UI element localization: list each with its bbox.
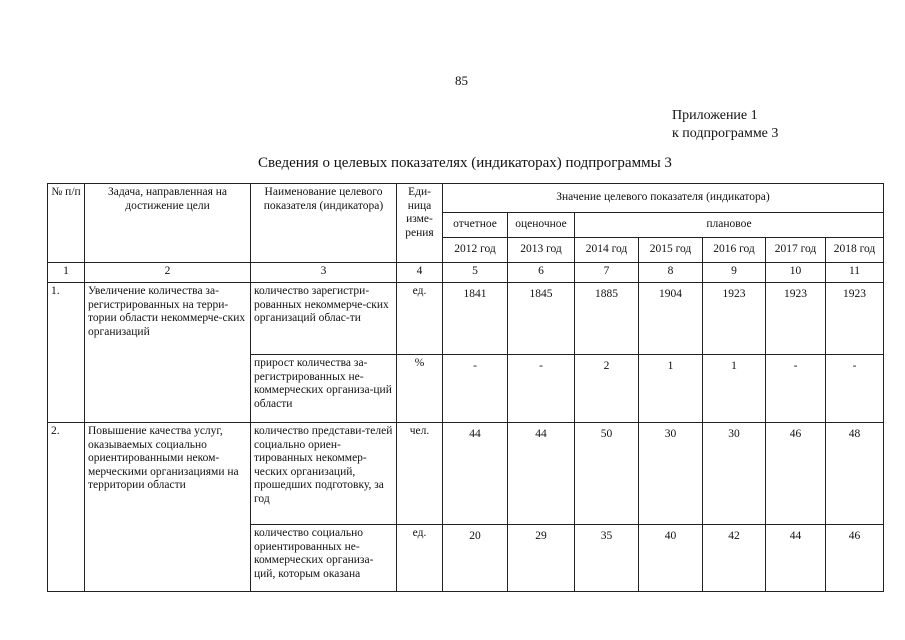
header-year: 2018 год bbox=[826, 238, 884, 263]
value-cell: 30 bbox=[703, 423, 766, 525]
header-value-group: Значение целевого показателя (индикатора) bbox=[443, 184, 884, 213]
header-year: 2013 год bbox=[508, 238, 575, 263]
indicator-name: количество представи-телей социально ориен-тированных некоммер-ческих организаций, прошедших подготовку, за год bbox=[251, 423, 397, 525]
header-task: Задача, направленная на достижение цели bbox=[85, 184, 251, 263]
value-cell: 46 bbox=[826, 525, 884, 592]
value-cell: 1923 bbox=[766, 283, 826, 355]
value-cell: - bbox=[443, 355, 508, 423]
value-cell: 44 bbox=[766, 525, 826, 592]
column-number: 6 bbox=[508, 263, 575, 283]
value-cell: 2 bbox=[575, 355, 639, 423]
header-no: № п/п bbox=[48, 184, 85, 263]
header-year: 2014 год bbox=[575, 238, 639, 263]
task-cell: Повышение качества услуг, оказываемых социально ориентированными неком-мерческими организациями на территории области bbox=[85, 423, 251, 592]
column-number: 4 bbox=[397, 263, 443, 283]
page-number: 85 bbox=[455, 73, 468, 88]
value-cell: 35 bbox=[575, 525, 639, 592]
task-cell: Увеличение количества за-регистрированных на терри-тории области некоммерче-ских организаций bbox=[85, 283, 251, 423]
value-cell: 42 bbox=[703, 525, 766, 592]
column-number: 5 bbox=[443, 263, 508, 283]
value-cell: 1841 bbox=[443, 283, 508, 355]
header-indicator: Наименование целевого показателя (индикатора) bbox=[251, 184, 397, 263]
header-year: 2016 год bbox=[703, 238, 766, 263]
value-cell: 44 bbox=[443, 423, 508, 525]
indicator-name: прирост количества за-регистрированных не-коммерческих организа-ций области bbox=[251, 355, 397, 423]
header-year: 2012 год bbox=[443, 238, 508, 263]
appendix-line-1: Приложение 1 bbox=[672, 108, 758, 123]
header-year: 2015 год bbox=[639, 238, 703, 263]
header-unit: Еди-ница изме-рения bbox=[397, 184, 443, 263]
value-cell: 1845 bbox=[508, 283, 575, 355]
indicator-name: количество социально ориентированных не-коммерческих организа-ций, которым оказана bbox=[251, 525, 397, 592]
header-year: 2017 год bbox=[766, 238, 826, 263]
value-cell: 20 bbox=[443, 525, 508, 592]
row-number: 2. bbox=[48, 423, 85, 592]
value-cell: 44 bbox=[508, 423, 575, 525]
column-number: 10 bbox=[766, 263, 826, 283]
header-estimated: оценочное bbox=[508, 213, 575, 238]
value-cell: - bbox=[826, 355, 884, 423]
value-cell: 40 bbox=[639, 525, 703, 592]
appendix-note bbox=[672, 107, 778, 143]
column-number: 7 bbox=[575, 263, 639, 283]
table-row bbox=[48, 283, 884, 355]
value-cell: 30 bbox=[639, 423, 703, 525]
column-number: 11 bbox=[826, 263, 884, 283]
value-cell: 46 bbox=[766, 423, 826, 525]
unit-cell: ед. bbox=[397, 525, 443, 592]
table-row bbox=[48, 423, 884, 525]
value-cell: 1904 bbox=[639, 283, 703, 355]
value-cell: 1 bbox=[639, 355, 703, 423]
header-reported: отчетное bbox=[443, 213, 508, 238]
column-number: 2 bbox=[85, 263, 251, 283]
unit-cell: ед. bbox=[397, 283, 443, 355]
document-title: Сведения о целевых показателях (индикаторах) подпрограммы 3 bbox=[258, 155, 672, 171]
value-cell: 50 bbox=[575, 423, 639, 525]
value-cell: 48 bbox=[826, 423, 884, 525]
value-cell: - bbox=[766, 355, 826, 423]
value-cell: 1885 bbox=[575, 283, 639, 355]
column-number: 8 bbox=[639, 263, 703, 283]
value-cell: 1923 bbox=[703, 283, 766, 355]
appendix-line-2: к подпрограмме 3 bbox=[672, 126, 779, 141]
unit-cell: чел. bbox=[397, 423, 443, 525]
value-cell: - bbox=[508, 355, 575, 423]
indicator-name: количество зарегистри-рованных некоммерче-ских организаций облас-ти bbox=[251, 283, 397, 355]
header-planned: плановое bbox=[575, 213, 884, 238]
indicators-table bbox=[47, 183, 884, 592]
column-number: 1 bbox=[48, 263, 85, 283]
unit-cell: % bbox=[397, 355, 443, 423]
row-number: 1. bbox=[48, 283, 85, 423]
column-number: 3 bbox=[251, 263, 397, 283]
value-cell: 1 bbox=[703, 355, 766, 423]
value-cell: 29 bbox=[508, 525, 575, 592]
column-number: 9 bbox=[703, 263, 766, 283]
value-cell: 1923 bbox=[826, 283, 884, 355]
